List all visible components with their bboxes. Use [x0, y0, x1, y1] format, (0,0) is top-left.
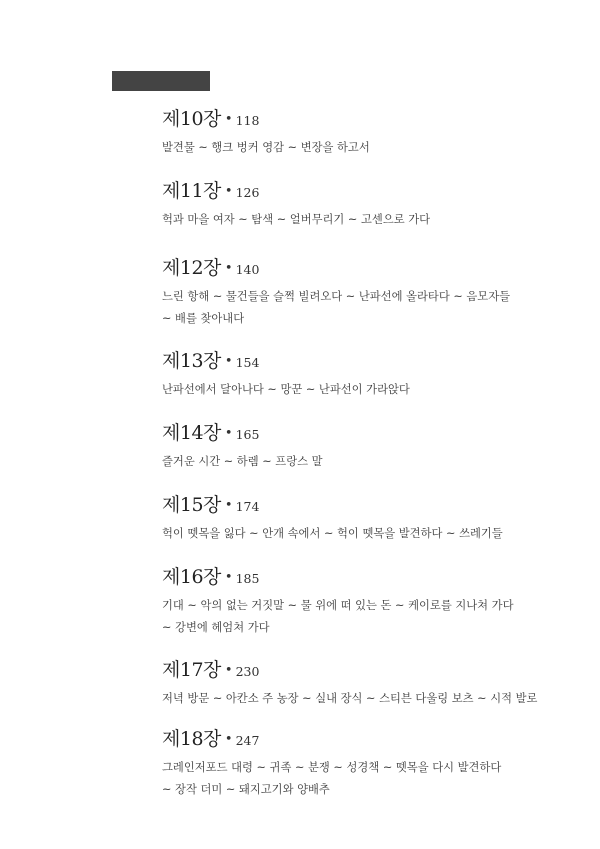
separator-dot: • — [224, 184, 233, 199]
chapter-summary-line: ~ 장작 더미 ~ 돼지고기와 양배추 — [162, 783, 330, 796]
page-number: 247 — [235, 733, 260, 748]
toc-entry-chapter-12 — [162, 253, 582, 330]
chapter-summary-line: 헉과 마을 여자 ~ 탐색 ~ 얼버무리기 ~ 고센으로 가다 — [162, 213, 431, 226]
toc-entry-chapter-18 — [162, 724, 582, 801]
page-number: 154 — [235, 355, 260, 370]
chapter-summary-line: 저녁 방문 ~ 아칸소 주 농장 ~ 실내 장식 ~ 스티븐 다울링 보츠 ~ 시적 발로 — [162, 692, 538, 705]
page-number: 230 — [235, 664, 260, 679]
page-number: 174 — [235, 499, 260, 514]
chapter-summary-line: 발견물 ~ 행크 벙커 영감 ~ 변장을 하고서 — [162, 141, 370, 154]
separator-dot: • — [224, 732, 233, 747]
chapter-summary-line: 난파선에서 달아나다 ~ 망꾼 ~ 난파선이 가라앉다 — [162, 383, 410, 396]
toc-entry-chapter-14 — [162, 418, 582, 473]
chapter-title: 제17장 — [162, 659, 221, 681]
toc-entry-heading — [162, 176, 582, 206]
separator-dot: • — [224, 426, 233, 441]
page-number: 118 — [235, 113, 260, 128]
page-number: 126 — [235, 185, 260, 200]
separator-dot: • — [224, 354, 233, 369]
page-number: 185 — [235, 571, 260, 586]
toc-entry-heading — [162, 562, 582, 592]
toc-entry-chapter-13 — [162, 346, 582, 401]
chapter-summary-line: ~ 배를 찾아내다 — [162, 312, 245, 325]
chapter-summary-line: 느린 항해 ~ 물건들을 슬쩍 빌려오다 ~ 난파선에 올라타다 ~ 음모자들 — [162, 290, 511, 303]
page-number: 140 — [235, 262, 260, 277]
toc-entry-chapter-11 — [162, 176, 582, 231]
chapter-title: 제11장 — [162, 180, 221, 202]
toc-entry-chapter-16 — [162, 562, 582, 639]
chapter-title: 제12장 — [162, 257, 221, 279]
chapter-title: 제15장 — [162, 494, 221, 516]
page-number: 165 — [235, 427, 260, 442]
toc-entry-heading — [162, 490, 582, 520]
chapter-summary-line: ~ 강변에 헤엄쳐 가다 — [162, 621, 270, 634]
separator-dot: • — [224, 498, 233, 513]
chapter-title: 제14장 — [162, 422, 221, 444]
toc-entry-heading — [162, 253, 582, 283]
separator-dot: • — [224, 261, 233, 276]
chapter-summary-line: 즐거운 시간 ~ 하렘 ~ 프랑스 말 — [162, 455, 323, 468]
chapter-summary-line: 헉이 뗏목을 잃다 ~ 안개 속에서 ~ 헉이 뗏목을 발견하다 ~ 쓰레기들 — [162, 527, 503, 540]
separator-dot: • — [224, 570, 233, 585]
chapter-title: 제10장 — [162, 108, 221, 130]
toc-entry-chapter-17 — [162, 655, 582, 710]
toc-entry-heading — [162, 104, 582, 134]
toc-entry-heading — [162, 346, 582, 376]
toc-entry-heading — [162, 724, 582, 754]
separator-dot: • — [224, 112, 233, 127]
header-bar — [112, 71, 210, 91]
toc-entry-heading — [162, 418, 582, 448]
toc-entry-chapter-15 — [162, 490, 582, 545]
toc-entry-heading — [162, 655, 582, 685]
separator-dot: • — [224, 663, 233, 678]
chapter-title: 제18장 — [162, 728, 221, 750]
chapter-summary-line: 그레인저포드 대령 ~ 귀족 ~ 분쟁 ~ 성경책 ~ 뗏목을 다시 발견하다 — [162, 761, 502, 774]
toc-entry-chapter-10 — [162, 104, 582, 159]
chapter-summary-line: 기대 ~ 악의 없는 거짓말 ~ 물 위에 떠 있는 돈 ~ 케이로를 지나쳐 가다 — [162, 599, 514, 612]
chapter-title: 제16장 — [162, 566, 221, 588]
chapter-title: 제13장 — [162, 350, 221, 372]
